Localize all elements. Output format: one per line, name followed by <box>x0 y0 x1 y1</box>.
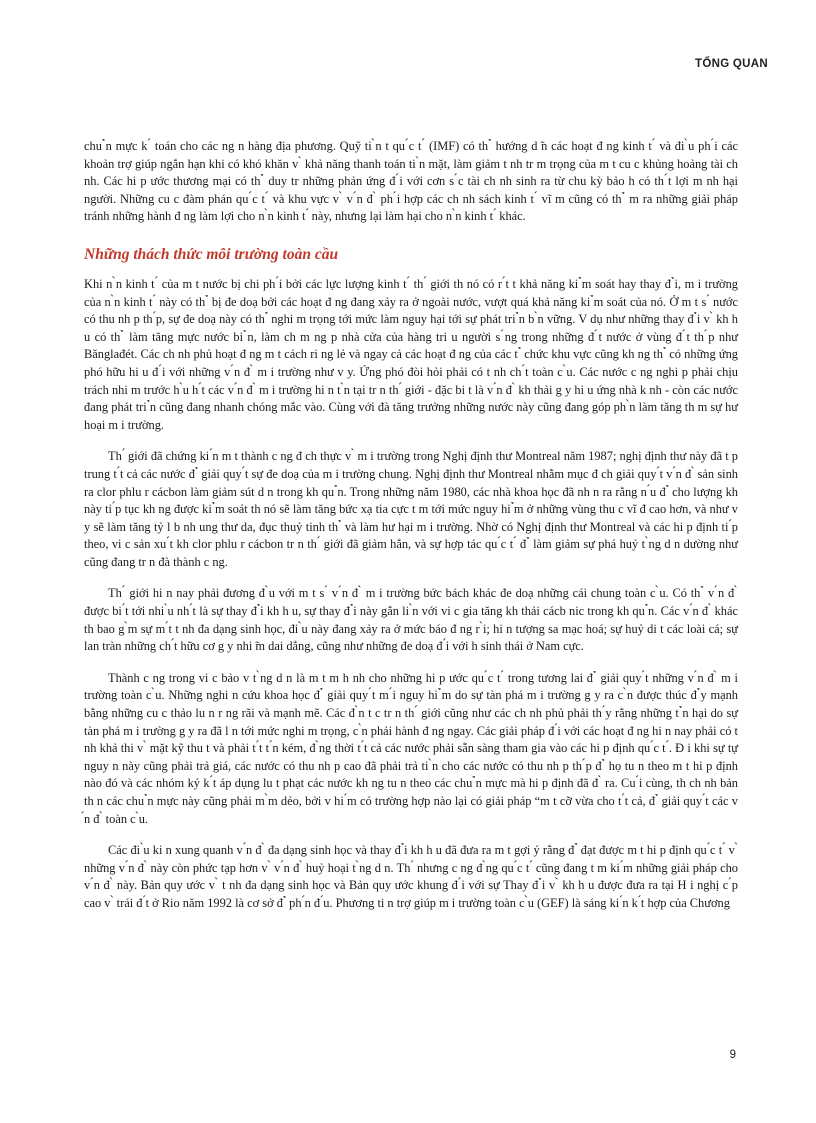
body-paragraph-3: Th ́ giới hi n nay phải đương đ ̀u với m t s ́ v ́n đ ̀ m i trường bức bách khác đe doạ những cái chung toàn c ̀u. Có th ̉ v ́n đ ̀ được bi ́t tới nhi ̀u nh ́t là sự thay đ ̉i kh h u, sự thay đ ̉i này gắn li ̀n với vi c gia tăng kh thải cácb nic trong kh qu ̉n. Các v ́n đ ̀ khác th bao g ̀m sự m ́t t nh đa dạng sinh học, đi ̀u này đang xảy ra ở mức báo đ ng r ̀i; hi n tượng sa mạc hoá; sự huỷ di t các loài cá; sự lan tràn những ch ́t hữu cơ g y nhi ̃m dai dẳng, cũng như những đe doạ đ ́i với h sinh thái ở Nam cực. <box>84 586 738 654</box>
body-paragraph-1: Khi n ̀n kinh t ́ của m t nước bị chi ph ́i bởi các lực lượng kinh t ́ th ́ giới th nó có r ́t t khả năng ki ̉m soát hay thay đ ̉i, m i trường của n ̀n kinh t ́ này có th ̉ bị đe doạ bởi các hoạt đ ng đang xảy ra ở ngoài nước, vượt quá khả năng ki ̉m soát của nó. Ở m t s ́ nước có thu nh p th ́p, sự đe doạ này có th ̉ nghi m trọng tới mức làm nguy hại tới sự phát tri ̉n b ̀n vững. V dụ như những thay đ ̉i v ̀ kh h u có th ̉ làm tăng mực nước bi ̉n, làm ch m ng p nhà cửa của hàng tri u người s ́ng trong những đ ́t nước ở vùng đ ́t th ́p như Bănglađét. Các ch nh phủ hoạt đ ng m t cách ri ng lẻ và ngay cả các hoạt đ ng của các t ̉ chức khu vực cũng kh ng th ̉ có những ứng phó hữu hi u đ ́i với những v ́n đ ̀ m i trường như v y. Ứng phó đòi hỏi phải có t nh ch ́t toàn c ̀u. Các nước c ng nghi p phải chịu trách nhi m trước h ̀u h ́t các v ́n đ ̀ m i trường hi n t ̀n tại tr n th ́ giới - đặc bi t là v ́n đ ̀ kh thải g y hi u ứng nhà k nh - còn các nước đang phát tri ̉n cũng đang nhanh chóng mắc vào. Cùng với đà tăng trưởng những nước này cũng đang góp ph ̀n làm tăng th m sự hư hoại m i trường. <box>84 276 738 432</box>
body-paragraph-4: Thành c ng trong vi c bảo v t ̀ng d n là m t m h nh cho những hi p ước qu ́c t ́ trong tương lai đ ̉ giải quy ́t những v ́n đ ̀ m i trường toàn c ̀u. Những nghi n cứu khoa học đ ̉ giải quy ́t m ́i nguy hi ̉m do sự tàn phá m i trường g y ra c ̀n được thúc đ ̉y mạnh bằng những cu c thảo lu n r ng rãi và mạnh mẽ. Các đ ̀n t c tr n th ́ giới cũng như các ch nh phủ phải th ́y rằng những t ̉n hại do sự tàn phá m i trường g y ra đã l n tới mức nghi m trọng, c ̀n phải hành đ ng ngay. Các giải pháp đ ́i với các hoạt đ ng hi n nay phải có t nh khả thi v ̀ mặt kỹ thu t và phải t ́t t ́n kém, đ ̀ng thời t ́t cả các nước phải sẵn sàng tham gia vào các hi p định qu ́c t ́. Đ i khi sự tự nguy n này cũng phải trả giá, các nước có thu nh p cao đã phải trả ti ̀n cho các nước có thu nh p th ́p đ ̉ họ tu n theo m t hi p định nào đó và các nhóm ký k ́t áp dụng lu t phạt các nước kh ng tu n theo các chu ̉n mực mà hi p định đã đ ̀ ra. Cu ́i cùng, th ch nh bản th n các chu ̉n mực này cũng phải m ̀m dẻo, bởi v hi ́m có trường hợp nào lại có giải pháp “m t cỡ vừa cho t ́t cả, đ ̉ giải quy ́t các v ́n đ ̀ toàn c ̀u. <box>84 670 738 826</box>
intro-paragraph: chu ̉n mực k ́ toán cho các ng n hàng địa phương. Quỹ ti ̀n t qu ́c t ́ (IMF) có th ̉ hướng d ̃n các hoạt đ ng kinh t ́ và đi ̀u ph ́i các khoản trợ giúp ngắn hạn khi có khó khăn v ̀ khả năng thanh toán ti ̀n mặt, làm giảm t nh tr m trọng của m t cu c khủng hoảng tài ch nh. Các hi p ước thương mại có th ̉ duy tr những phản ứng đ ́i với cơn s ́c tài ch nh sinh ra từ chu kỳ bảo h có th ́t lợi m nh hại người. Những cu c đàm phán qu ́c t ́ và khu vực v ̀ v ́n đ ̀ ph ́i hợp các ch nh sách kinh t ́ vĩ m cũng có th ̉ m ra những giải pháp tránh những hành đ ng làm lợi cho n ̀n kinh t ́ này, nhưng lại làm hại cho n ̀n kinh t ́ khác. <box>84 139 738 224</box>
section-header: TỔNG QUAN <box>695 58 768 70</box>
body-paragraph-5: Các đi ̀u ki n xung quanh v ́n đ ̀ đa dạng sinh học và thay đ ̉i kh h u đã đưa ra m t gợi ý rằng đ ̉ đạt được m t hi p định qu ́c t ́ v ̀ những v ́n đ ̀ này còn phức tạp hơn v ̀ v ́n đ ̀ huỷ hoại t ̀ng d n. Th ́ nhưng c ng đ ̀ng qu ́c t ́ cũng đang t m ki ́m những giải pháp cho v ́n đ ̀ này. Bản quy ước v ̀ t nh đa dạng sinh học và Bản quy ước khung đ ́i với sự Thay đ ̉i v ̀ kh h u được đưa ra tại H i nghị c ́p cao v ̀ trái đ ́t ở Rio năm 1992 là cơ sở đ ̉ ph ́n đ ́u. Phương ti n trợ giúp m i trường toàn c ̀u (GEF) là sáng ki ́n k ́t hợp của Chương <box>84 843 738 910</box>
body-paragraph-2: Th ́ giới đã chứng ki ́n m t thành c ng đ ch thực v ̀ m i trường trong Nghị định thư Montreal năm 1987; nghị định thư này đã t p trung t ́t cả các nước đ ̉ giải quy ́t sự đe doạ của m i trường chung. Nghị định thư Montreal nhằm mục đ ch giải quy ́t v ́n đ ̀ sản sinh ra clor phlu r cácbon làm giảm sút d n trong kh qu ̉n. Trong những năm 1980, các nhà khoa học đã nh n ra rằng n ́u đ ̉ cho lượng kh này ti ́p tục kh ng được ki ̉m soát th nó sẽ làm tăng bức xạ tia cực t m tới mức nguy hi ̉m ở những vùng thu c vĩ đ cao hơn, và như v y sẽ làm tăng tỷ l b nh ung thư da, đục thuỷ tinh th ̉ và làm hư hại m i trường. Nhờ có Nghị định thư Montreal và các hi p định ti ́p theo, vi c sản xu ́t kh clor phlu r cácbon tr n th ́ giới đã giảm hẳn, và sự hợp tác qu ́c t ́ đ ̉ làm giảm sự phá huỷ t ̀ng d n dường như cũng đang tr n đà thành c ng. <box>84 449 738 569</box>
page-content <box>84 138 738 927</box>
section-heading: Những thách thức môi trường toàn cầu <box>84 245 339 263</box>
page-number: 9 <box>729 1049 736 1061</box>
